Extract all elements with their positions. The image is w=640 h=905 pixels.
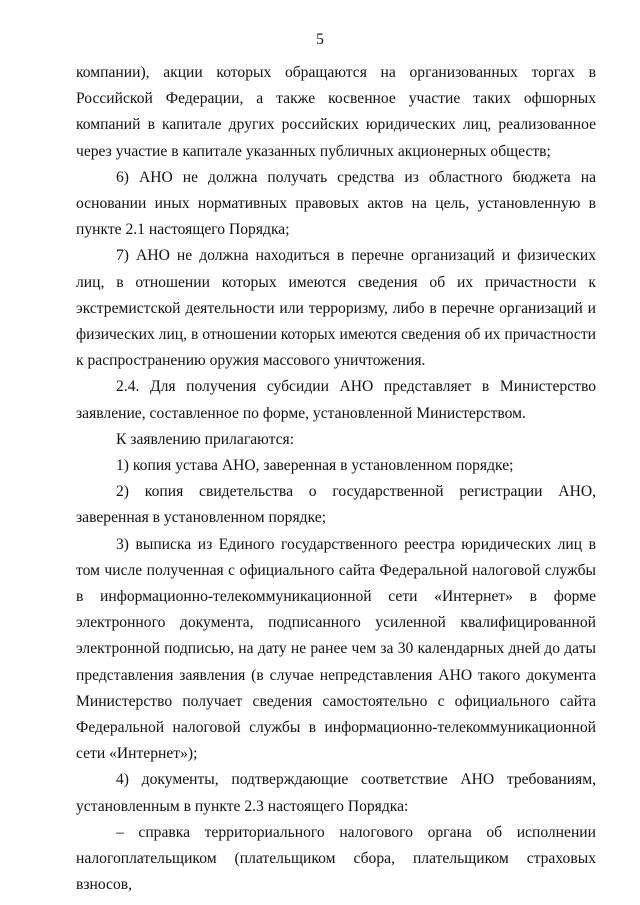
list-item-3: 3) выписка из Единого государственного реестра юридических лиц в том числе полученная с официального сайта Федеральной налоговой службы в информационно-телекоммуникационной сети «Интернет» в форме электронного документа, подписанного усиленной квалифицированной электронной подписью, на дату не ранее чем за 30 календарных дней до даты представления заявления (в случае непредставления АНО такого документа Министерство получает сведения самостоятельно с официального сайта Федеральной налоговой службы в информационно-телекоммуникационной сети «Интернет»);: [76, 535, 596, 763]
document-body: [76, 60, 596, 899]
page-number: 5: [316, 31, 324, 48]
paragraph-attachments-intro: К заявлению прилагаются:: [116, 430, 295, 448]
paragraph-2-4: 2.4. Для получения субсидии АНО представляет в Министерство заявление, составленное по форме, установленной Министерством.: [76, 378, 596, 422]
list-item-4: 4) документы, подтверждающие соответствие АНО требованиям, установленным в пункте 2.3 настоящего Порядка:: [76, 771, 596, 815]
paragraph-item-7: 7) АНО не должна находиться в перечне организаций и физических лиц, в отношении которых имеются сведения об их причастности к экстремистской деятельности или терроризму, либо в перечне организаций и физических лиц, в отношении которых имеются сведения об их причастности к распространению оружия массового уничтожения.: [76, 247, 596, 370]
list-item-1: 1) копия устава АНО, заверенная в установленном порядке;: [116, 457, 514, 475]
paragraph-continuation: компании), акции которых обращаются на организованных торгах в Российской Федерации, а также косвенное участие таких офшорных компаний в капитале других российских юридических лиц, реализованное через участие в капитале указанных публичных акционерных обществ;: [76, 64, 596, 160]
list-subitem-tax-certificate: – справка территориального налогового органа об исполнении налогоплательщиком (плательщиком сбора, плательщиком страховых взносов,: [76, 823, 596, 894]
paragraph-item-6: 6) АНО не должна получать средства из областного бюджета на основании иных нормативных правовых актов на цель, установленную в пункте 2.1 настоящего Порядка;: [76, 168, 596, 239]
list-item-2: 2) копия свидетельства о государственной регистрации АНО, заверенная в установленном порядке;: [76, 483, 596, 527]
